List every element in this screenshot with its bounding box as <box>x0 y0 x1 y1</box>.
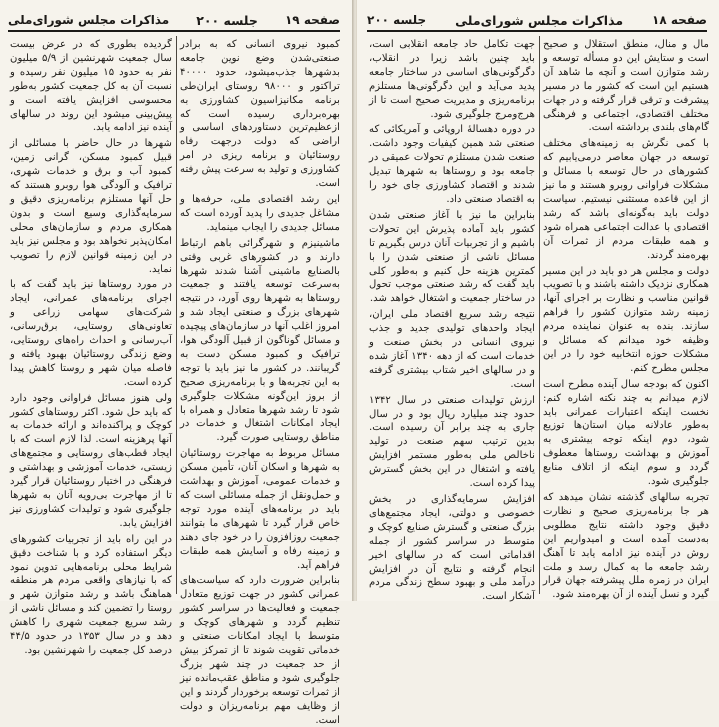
running-title: مذاکرات مجلس شورای‌ملی <box>8 13 170 27</box>
session-number: جلسه ۲۰۰ <box>367 13 427 27</box>
paragraph: افزایش سرمایه‌گذاری در بخش خصوصی و دولتی، ایجاد مجتمع‌های بزرگ صنعتی و گسترش صنایع کوچک و متوسط در سراسر کشور از جمله اقداماتی است که در سالهای اخیر انجام گرفته و نتایج آن در افزایش درآمد ملی و بهبود سطح زندگی مردم آشکار است. <box>369 494 535 603</box>
text-column-right <box>543 38 709 601</box>
paragraph: در مورد روستاها نیز باید گفت که با اجرای برنامه‌های عمرانی، ایجاد شرکت‌های سهامی زراعی و تعاونی‌های روستایی، برق‌رسانی، آب‌رسانی و احداث راه‌های روستایی، وضع زندگی روستائیان بهبود یافته و فاصله میان شهر و روستا کاهش پیدا کرده است. <box>10 279 172 388</box>
page-number: صفحه ۱۸ <box>652 13 707 27</box>
paragraph: ولی هنوز مسائل فراوانی وجود دارد که باید حل شود. اکثر روستاهای کشور کوچک و پراکنده‌اند و ارائه خدمات به آنها پرهزینه است. لذا لازم است که با ایجاد قطب‌های روستایی و مجتمع‌های زیستی، خدمات آموزشی و بهداشتی و فرهنگی در اختیار روستائیان قرار گیرد تا از مهاجرت بی‌رویه آنان به شهرها جلوگیری شود و تولیدات کشاورزی نیز افزایش یابد. <box>10 392 172 529</box>
page-18 <box>357 0 719 601</box>
paragraph: در این راه باید از تجربیات کشورهای دیگر استفاده کرد و با شناخت دقیق شرایط محلی برنامه‌هایی تدوین نمود که با نیازهای واقعی مردم هر منطقه هماهنگ باشد و رشد متوازن شهر و روستا را تضمین کند و مسائل ناشی از رشد سریع جمعیت شهری را کاهش دهد و در سال ۱۳۵۳ در حدود ۴۴/۵ درصد کل جمعیت را شهرنشین بود. <box>10 533 172 656</box>
paragraph: اکنون که بودجه سال آینده مطرح است لازم میدانم به چند نکته اشاره کنم: نخست اینکه اعتبارات عمرانی باید به‌طور عادلانه میان استان‌ها توزیع شود، دوم اینکه توجه بیشتری به آموزش و بهداشت روستاها معطوف گردد و سوم اینکه از اتلاف منابع جلوگیری شود. <box>543 378 709 488</box>
page-header <box>8 10 340 32</box>
page-number: صفحه ۱۹ <box>284 13 340 27</box>
column-divider <box>176 36 177 594</box>
paragraph: در دوره دهسالهٔ اروپائی و آمریکائی که صنعتی شد همین کیفیات وجود داشت. صنعت شدن مستلزم تحولات عمیقی در جامعه بود و روستاها به شهرها تبدیل شدند و اقتصاد کشاورزی جای خود را به اقتصاد صنعتی داد. <box>369 124 535 205</box>
text-column-left <box>10 38 172 656</box>
paragraph: کمبود نیروی انسانی که به برادر صنعتی‌شدن وضع نوین جامعه بدشهرها جذب‌میشود، حدود ۴۰۰۰۰ تراکتور و ۹۸۰۰۰ روستای ایران‌طی برنامه مکانیزاسیون کشاورزی به بهره‌برداری رسیده است که ازعظیم‌ترین دستاوردهای اساسی و اراضی که دولت درجهت رفاه روستائیان و برنامه ریزی در امر کشاورزی و تولید به سرعت پیش رفته است. <box>180 39 341 190</box>
paragraph: جهت تکامل حاد جامعه انقلابی است، باید چنین باشد زیرا در انقلاب، دگرگونی‌های اساسی در ساختار جامعه پدید می‌آید و این دگرگونی‌ها مستلزم برنامه‌ریزی و مدیریت صحیح است تا از هرج‌ومرج جلوگیری شود. <box>369 39 535 120</box>
paragraph: ارزش تولیدات صنعتی در سال ۱۳۴۲ حدود چند میلیارد ریال بود و در سال جاری به چند برابر آن رسیده است. بدین ترتیب سهم صنعت در تولید ناخالص ملی به‌طور مستمر افزایش یافته و اشتغال در این بخش گسترش پیدا کرده است. <box>369 394 535 490</box>
column-divider <box>539 36 540 594</box>
paragraph: شهرها در حال حاضر با مسائلی از قبیل کمبود مسکن، گرانی زمین، کمبود آب و برق و خدمات شهری، ترافیک و آلودگی هوا روبرو هستند که حل آنها مستلزم برنامه‌ریزی دقیق و سرمایه‌گذاری وسیع است و بدون همکاری مردم و سازمان‌های محلی امکان‌پذیر نخواهد بود و مجلس نیز باید در این زمینه قوانین لازم را تصویب نماید. <box>10 138 172 275</box>
paragraph: بنابراین ضرورت دارد که سیاست‌های عمرانی کشور در جهت توزیع متعادل جمعیت و فعالیت‌ها در سراسر کشور تنظیم گردد و شهرهای کوچک و متوسط با ایجاد امکانات صنعتی و خدماتی تقویت شوند تا از تمرکز بیش از حد جمعیت در چند شهر بزرگ جلوگیری شود و مناطق عقب‌مانده نیز از ثمرات توسعه برخوردار گردند و این از وظایف مهم برنامه‌ریزان و دولت است. <box>180 575 340 726</box>
page-19 <box>0 0 352 726</box>
paragraph: مال و منال، منطق استقلال و صحیح است و ستایش این دو مسأله توسعه و رشد متوازن است و آنچه ما شاهد آن هستیم این است که کشور ما در مسیر پیشرفت و ترقی قرار گرفته و در جهات مختلف اقتصادی، اجتماعی و فرهنگی گام‌های بلندی برداشته است. <box>543 39 709 134</box>
text-column-left <box>369 38 535 603</box>
paragraph: تجربه سالهای گذشته نشان میدهد که هر جا برنامه‌ریزی صحیح و نظارت دقیق وجود داشته نتایج مطلوبی به‌دست آمده است و امیدواریم این روش در آینده نیز ادامه یابد تا آهنگ رشد جامعه ما به کمال رسد و ملت ایران در زمره ملل پیشرفته جهان قرار گیرد و نسل آینده از آن بهره‌مند شود. <box>543 492 709 601</box>
running-title: مذاکرات مجلس شورای‌ملی <box>455 12 624 28</box>
page-header <box>367 10 707 32</box>
paragraph: با کمی نگرش به زمینه‌های مختلف توسعه در جهان معاصر درمی‌یابیم که کشورهای در حال توسعه با مسائل و مشکلات فراوانی روبرو هستند و ما نیز از این قاعده مستثنی نیستیم. سیاست دولت باید به‌گونه‌ای باشد که رشد اقتصادی با عدالت اجتماعی همراه شود و همه طبقات مردم از ثمرات آن بهره‌مند گردند. <box>543 138 709 261</box>
paragraph: بنابراین ما نیز با آغاز صنعتی شدن کشور باید آماده پذیرش این تحولات باشیم و از تجربیات آنان درس بگیریم تا مسائل ناشی از صنعتی شدن را با کمترین هزینه حل کنیم و به‌طور کلی باید گفت که رشد صنعتی موجب تحول در ساختار جمعیت و اشتغال خواهد شد. <box>369 209 535 305</box>
session-number: جلسه ۲۰۰ <box>196 12 258 28</box>
paragraph: گردیده بطوری که در عرض بیست سال جمعیت شهرنشین از ۵/۹ میلیون نفر به حدود ۱۵ میلیون نفر رسیده و نسبت آن به کل جمعیت کشور به‌طور محسوسی افزایش یافته است و پیش‌بینی میشود این روند در سالهای آینده نیز ادامه یابد. <box>10 39 172 134</box>
paragraph: مسائل مربوط به مهاجرت روستائیان به شهرها و اسکان آنان، تأمین مسکن و خدمات عمومی، آموزش و بهداشت و حمل‌ونقل از جمله مسائلی است که باید در برنامه‌های آینده مورد توجه خاص قرار گیرد تا شهرهای ما بتوانند جمعیت روزافزون را در خود جای دهند و زمینه رفاه و آسایش همه طبقات فراهم آید. <box>180 448 340 571</box>
paragraph: نتیجه رشد سریع اقتصاد ملی ایران، ایجاد واحدهای تولیدی جدید و جذب نیروی انسانی در بخش صنعت و خدمات است که از دهه ۱۳۴۰ آغاز شده و در سالهای اخیر شتاب بیشتری گرفته است. <box>369 309 535 390</box>
paragraph: ماشینیزم و شهرگرائی باهم ارتباط دارند و در کشورهای غربی وقتی بالصنایع ماشینی آشنا شدند شهرها به‌سرعت توسعه یافتند و جمعیت روستاها به شهرها روی آورد، در نتیجه شهرهای بزرگ و صنعتی ایجاد شد و امروز اغلب آنها در سازمان‌های پیچیده و مسائل گوناگون از قبیل آلودگی هوا، ترافیک و کمبود مسکن دست به گریبانند. در کشور ما نیز باید با توجه به این تجربه‌ها و با برنامه‌ریزی صحیح از بروز این‌گونه مشکلات جلوگیری شود تا رشد شهرها متعادل و همراه با ایجاد امکانات اشتغال و خدمات در مناطق روستایی صورت گیرد. <box>180 237 340 444</box>
paragraph: این رشد اقتصادی ملی، حرفه‌ها و مشاغل جدیدی را پدید آورده است که مسائل جدیدی را ایجاب مینماید. <box>180 193 340 233</box>
text-column-right <box>180 38 341 726</box>
paragraph: دولت و مجلس هر دو باید در این مسیر همکاری نزدیک داشته باشند و با تصویب قوانین مناسب و نظارت بر اجرای آنها، زمینه رشد متوازن کشور را فراهم سازند. بنده به عنوان نماینده مردم وظیفه خود میدانم که مسائل و مشکلات حوزه انتخابیه خود را در این مجلس مطرح کنم. <box>543 265 709 374</box>
